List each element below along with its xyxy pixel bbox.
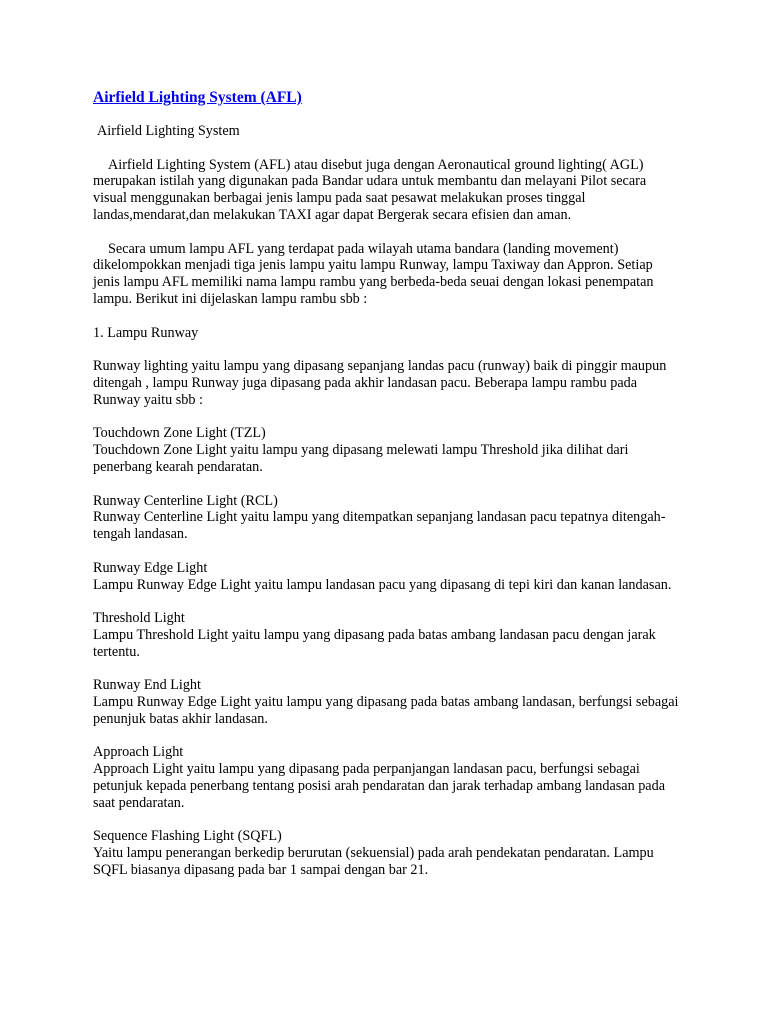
light-description: Touchdown Zone Light yaitu lampu yang dipasang melewati lampu Threshold jika dilihat dari penerbang kearah pendaratan. <box>93 442 629 475</box>
light-name: Approach Light <box>93 744 184 761</box>
intro-paragraph-1: Airfield Lighting System (AFL) atau disebut juga dengan Aeronautical ground lighting( AGL) merupakan istilah yang digunakan pada Bandar udara untuk membantu dan melayani Pilot secara visual menggunakan berbagai jenis lampu pada saat pesawat melakukan proses tinggal landas,mendarat,dan melakukan TAXI agar dapat Bergerak secara efisien dan aman. <box>93 156 647 223</box>
page-title-link[interactable]: Airfield Lighting System (AFL) <box>93 89 302 106</box>
light-name: Runway Centerline Light (RCL) <box>93 492 278 509</box>
light-name: Touchdown Zone Light (TZL) <box>93 425 266 442</box>
section-heading-runway: 1. Lampu Runway <box>93 324 199 341</box>
light-name: Threshold Light <box>93 610 185 627</box>
light-item-approach <box>93 744 683 811</box>
light-name: Runway Edge Light <box>93 559 208 576</box>
light-description: Lampu Runway Edge Light yaitu lampu landasan pacu yang dipasang di tepi kiri dan kanan landasan. <box>93 576 672 593</box>
document-body <box>93 89 683 896</box>
light-description: Yaitu lampu penerangan berkedip berurutan (sekuensial) pada arah pendekatan pendaratan. Lampu SQFL biasanya dipasang pada bar 1 sampai dengan bar 21. <box>93 845 654 879</box>
runway-intro-paragraph: Runway lighting yaitu lampu yang dipasang sepanjang landas pacu (runway) baik di pinggir maupun ditengah , lampu Runway juga dipasang pada akhir landasan pacu. Beberapa lampu rambu pada Runway yaitu sbb : <box>93 358 667 408</box>
light-item-runway-end <box>93 677 683 727</box>
light-item-runway-edge <box>93 560 683 594</box>
light-item-threshold <box>93 610 683 660</box>
intro-paragraph-2: Secara umum lampu AFL yang terdapat pada wilayah utama bandara (landing movement) dikelompokkan menjadi tiga jenis lampu yaitu lampu Runway, lampu Taxiway dan Appron. Setiap jenis lampu AFL memiliki nama lampu rambu yang berbeda-beda seuai dengan lokasi penempatan lampu. Berikut ini dijelaskan lampu rambu sbb : <box>93 240 654 307</box>
subtitle: Airfield Lighting System <box>97 123 240 139</box>
light-description: Approach Light yaitu lampu yang dipasang pada perpanjangan landasan pacu, berfungsi sebagai petunjuk kepada penerbang tentang posisi arah pendaratan dan jarak terhadap ambang landasan pada saat pendaratan. <box>93 761 665 811</box>
light-name: Sequence Flashing Light (SQFL) <box>93 828 282 845</box>
light-item-sqfl <box>93 828 683 878</box>
light-item-rcl <box>93 493 683 543</box>
light-name: Runway End Light <box>93 677 201 694</box>
light-description: Runway Centerline Light yaitu lampu yang ditempatkan sepanjang landasan pacu tepatnya ditengah-tengah landasan. <box>93 509 666 543</box>
light-description: Lampu Threshold Light yaitu lampu yang dipasang pada batas ambang landasan pacu dengan jarak tertentu. <box>93 626 656 660</box>
light-item-tzl <box>93 425 683 475</box>
light-description: Lampu Runway Edge Light yaitu lampu yang dipasang pada batas ambang landasan, berfungsi sebagai penunjuk batas akhir landasan. <box>93 694 679 727</box>
